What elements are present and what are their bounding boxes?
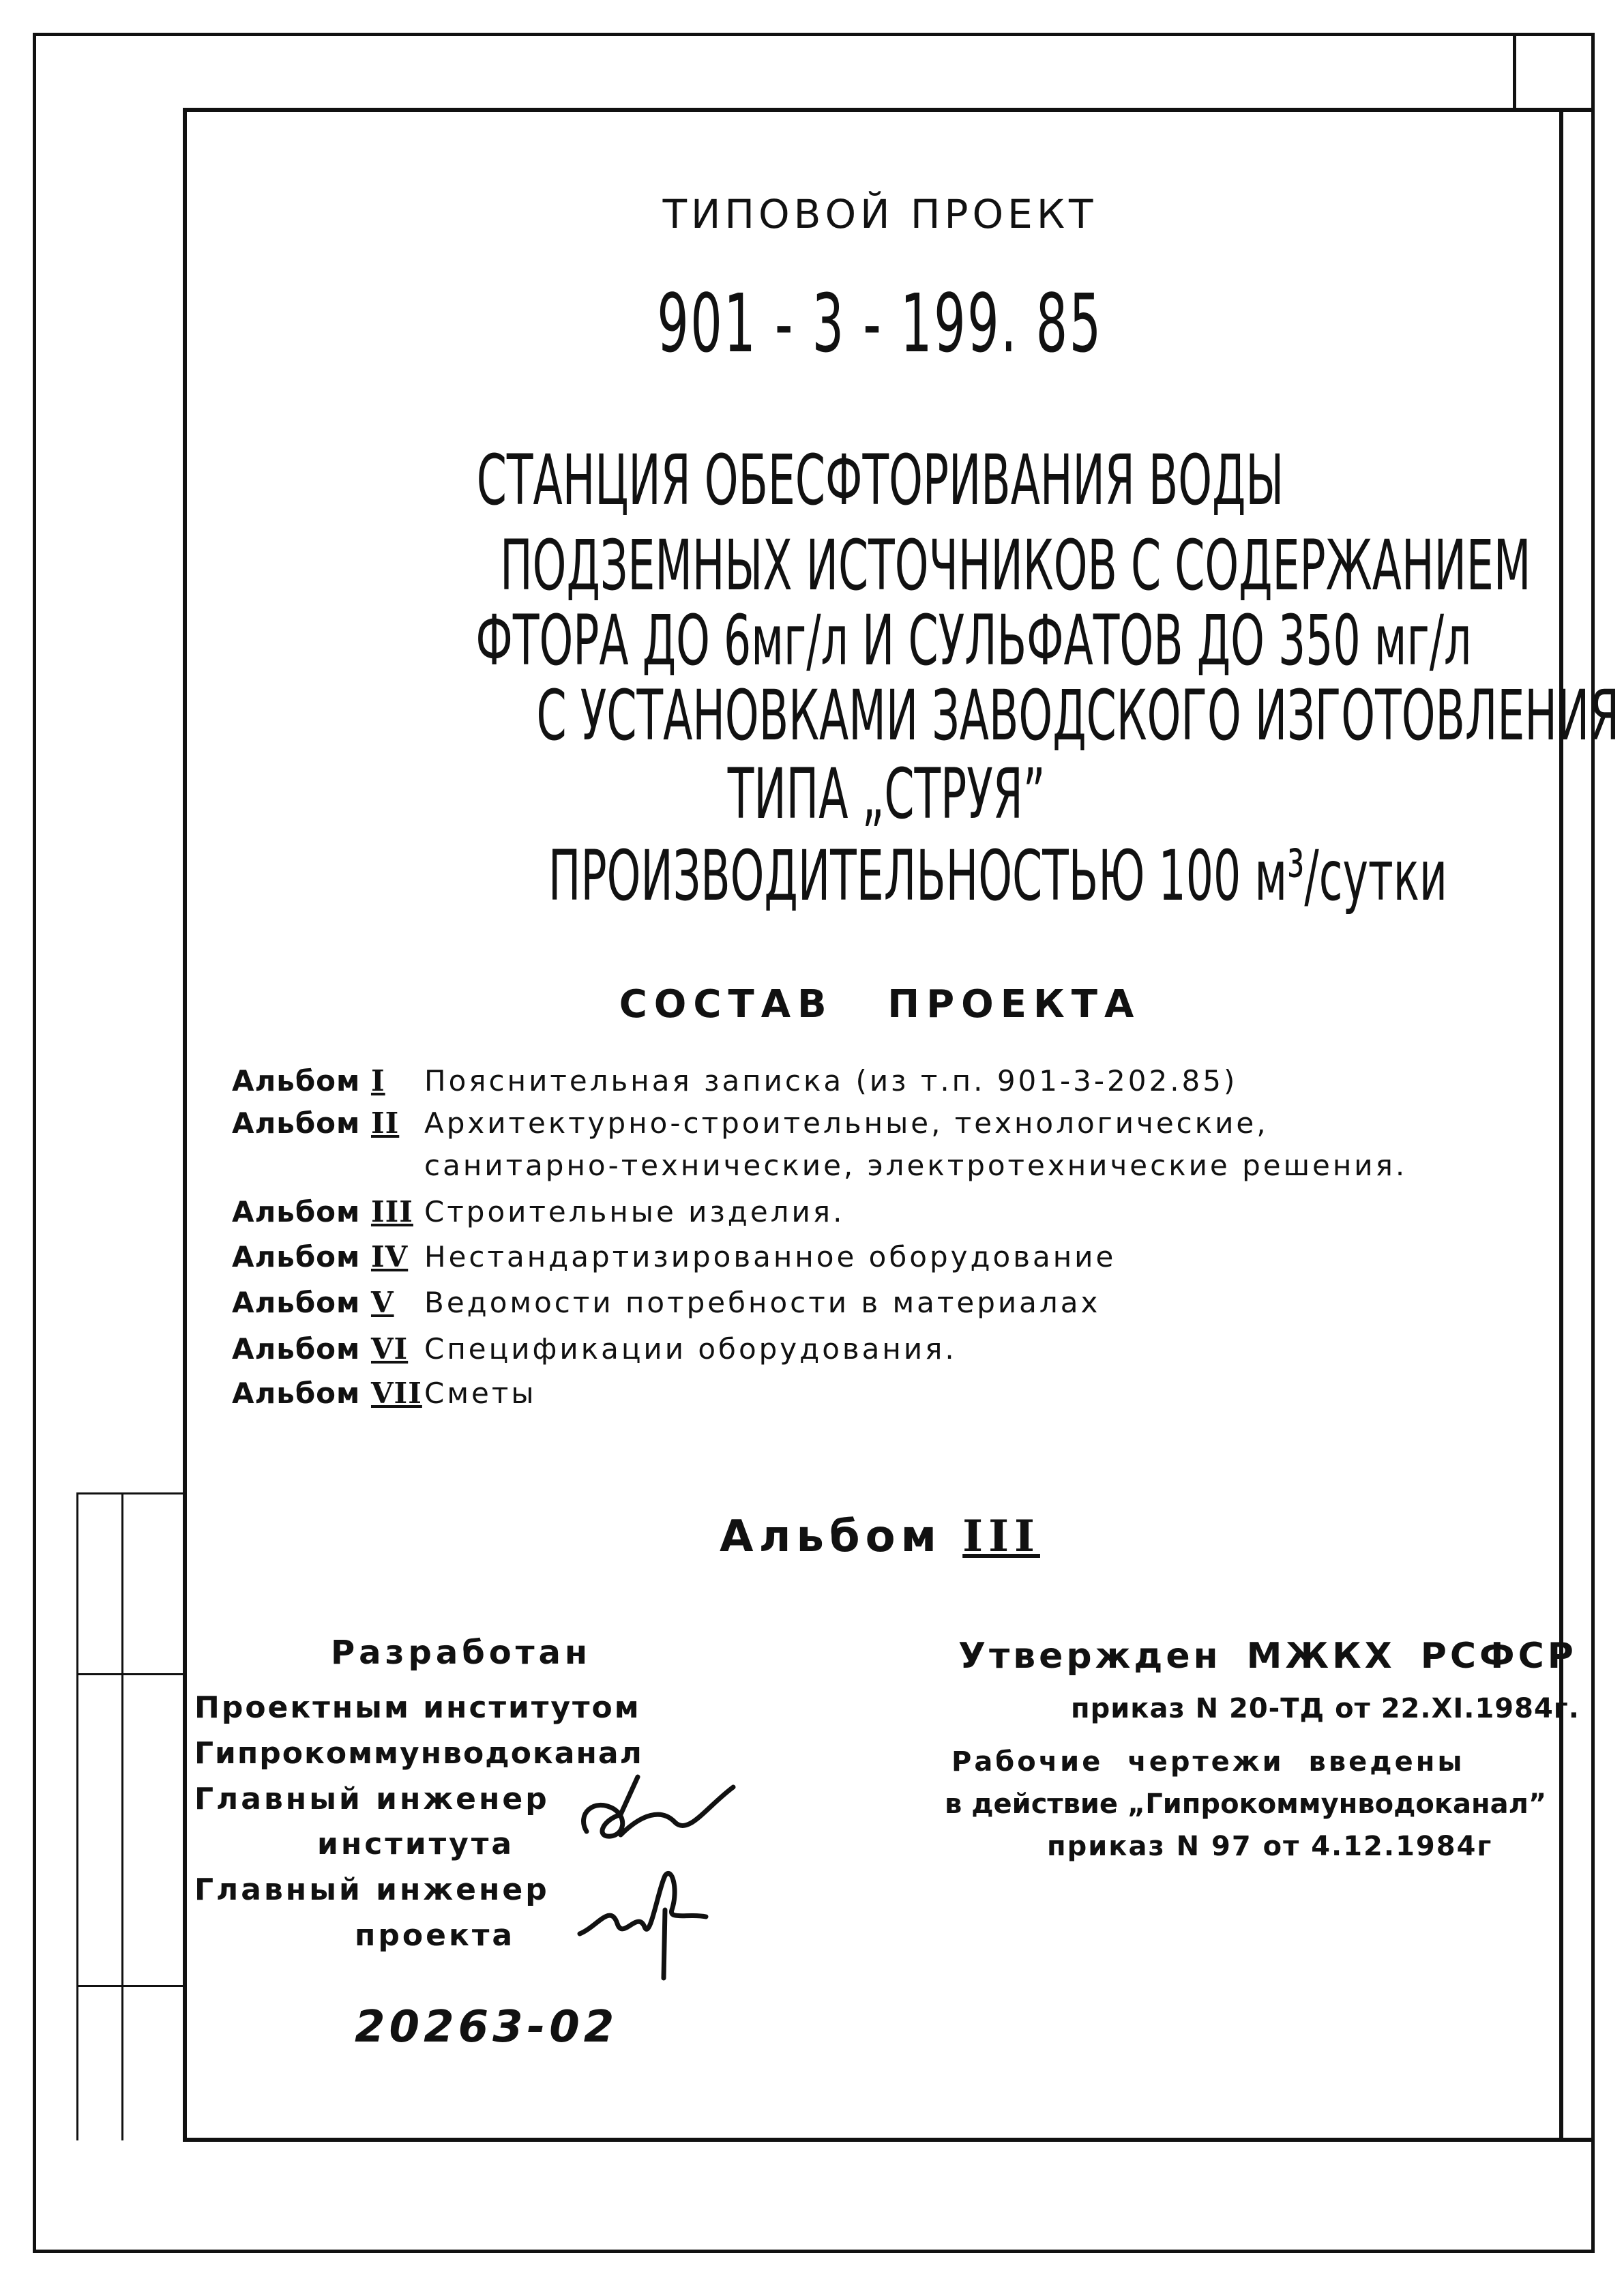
title-line-3: ФТОРА ДО 6мг/л И СУЛЬФАТОВ ДО 350 мг/л bbox=[475, 600, 1472, 681]
album-label: Альбом IV bbox=[232, 1240, 409, 1273]
chief-engineer-project-2: проекта bbox=[355, 1918, 516, 1953]
album-label: Альбом VII bbox=[232, 1376, 422, 1410]
doc-type: ТИПОВОЙ ПРОЕКТ bbox=[662, 191, 1097, 237]
working-drawings-1: Рабочие чертежи введены bbox=[951, 1746, 1465, 1778]
approved-order-2: приказ N 97 от 4.12.1984г bbox=[1047, 1831, 1493, 1862]
album-description: Нестандартизированное оборудование bbox=[424, 1240, 1117, 1273]
outer-frame-left bbox=[33, 33, 36, 2253]
inventory-number: 20263-02 bbox=[355, 2002, 619, 2052]
stamp-row-1 bbox=[76, 1673, 186, 1675]
developed-line-1: Проектным институтом bbox=[194, 1690, 641, 1725]
title-line-1: СТАНЦИЯ ОБЕСФТОРИВАНИЯ ВОДЫ bbox=[476, 440, 1284, 521]
working-drawings-2: в действие „Гипрокоммунводоканал” bbox=[945, 1788, 1547, 1820]
inner-frame-bottom bbox=[183, 2138, 1595, 2142]
album-label: Альбом V bbox=[232, 1286, 394, 1319]
title-line-2: ПОДЗЕМНЫХ ИСТОЧНИКОВ С СОДЕРЖАНИЕМ bbox=[500, 525, 1531, 606]
signature-institute bbox=[573, 1767, 743, 1869]
inner-frame-right bbox=[1559, 108, 1563, 2140]
album-row-6 bbox=[232, 1332, 957, 1374]
outer-frame-top bbox=[33, 33, 1595, 36]
outer-frame-bottom bbox=[33, 2250, 1595, 2253]
album-description: Архитектурно-строительные, технологические, bbox=[424, 1106, 1269, 1140]
album-row-3 bbox=[232, 1195, 844, 1237]
album-row-5 bbox=[232, 1286, 1100, 1328]
album-row-4 bbox=[232, 1240, 1116, 1282]
album-description: Сметы bbox=[424, 1376, 537, 1410]
album-row-1 bbox=[232, 1064, 1237, 1106]
album-row-7 bbox=[232, 1376, 536, 1419]
current-album: Альбом III bbox=[720, 1511, 1040, 1562]
inner-frame-top bbox=[183, 108, 1595, 112]
album-row-2 bbox=[232, 1106, 1269, 1149]
stamp-row-2 bbox=[76, 1985, 186, 1987]
album-description: Пояснительная записка (из т.п. 901-3-202.85) bbox=[424, 1064, 1238, 1098]
developed-line-2: Гипрокоммунводоканал bbox=[194, 1736, 643, 1771]
title-line-6: ПРОИЗВОДИТЕЛЬНОСТЬЮ 100 м³/сутки bbox=[548, 836, 1448, 917]
project-number: 901 - 3 - 199. 85 bbox=[657, 276, 1103, 370]
composition-heading: СОСТАВ ПРОЕКТА bbox=[619, 982, 1141, 1027]
album-description: санитарно-технические, электротехнические решения. bbox=[424, 1149, 1408, 1182]
album-row-2-cont bbox=[232, 1149, 1407, 1191]
album-label: Альбом III bbox=[232, 1195, 413, 1228]
signature-project bbox=[570, 1862, 740, 1985]
approved-heading: Утвержден МЖКХ РСФСР bbox=[958, 1636, 1577, 1677]
title-line-5: ТИПА „СТРУЯ” bbox=[728, 754, 1046, 835]
inner-frame-left bbox=[183, 108, 187, 2140]
album-label: Альбом VI bbox=[232, 1332, 409, 1366]
developed-heading: Разработан bbox=[331, 1634, 592, 1672]
approved-order-1: приказ N 20-ТД от 22.XI.1984г. bbox=[1071, 1693, 1580, 1724]
album-description: Спецификации оборудования. bbox=[424, 1332, 957, 1366]
stamp-col-2 bbox=[121, 1492, 123, 2140]
stamp-col-1 bbox=[76, 1492, 78, 2140]
stamp-top bbox=[76, 1492, 186, 1494]
album-description: Строительные изделия. bbox=[424, 1195, 845, 1228]
chief-engineer-institute-2: института bbox=[317, 1827, 515, 1861]
chief-engineer-institute-1: Главный инженер bbox=[194, 1782, 550, 1816]
album-description: Ведомости потребности в материалах bbox=[424, 1286, 1101, 1319]
album-label: Альбом II bbox=[232, 1106, 400, 1140]
album-label: Альбом I bbox=[232, 1064, 385, 1098]
corner-box-left bbox=[1513, 33, 1516, 111]
chief-engineer-project-1: Главный инженер bbox=[194, 1872, 550, 1907]
title-line-4: С УСТАНОВКАМИ ЗАВОДСКОГО ИЗГОТОВЛЕНИЯ bbox=[536, 675, 1620, 756]
outer-frame-right bbox=[1591, 33, 1595, 2253]
